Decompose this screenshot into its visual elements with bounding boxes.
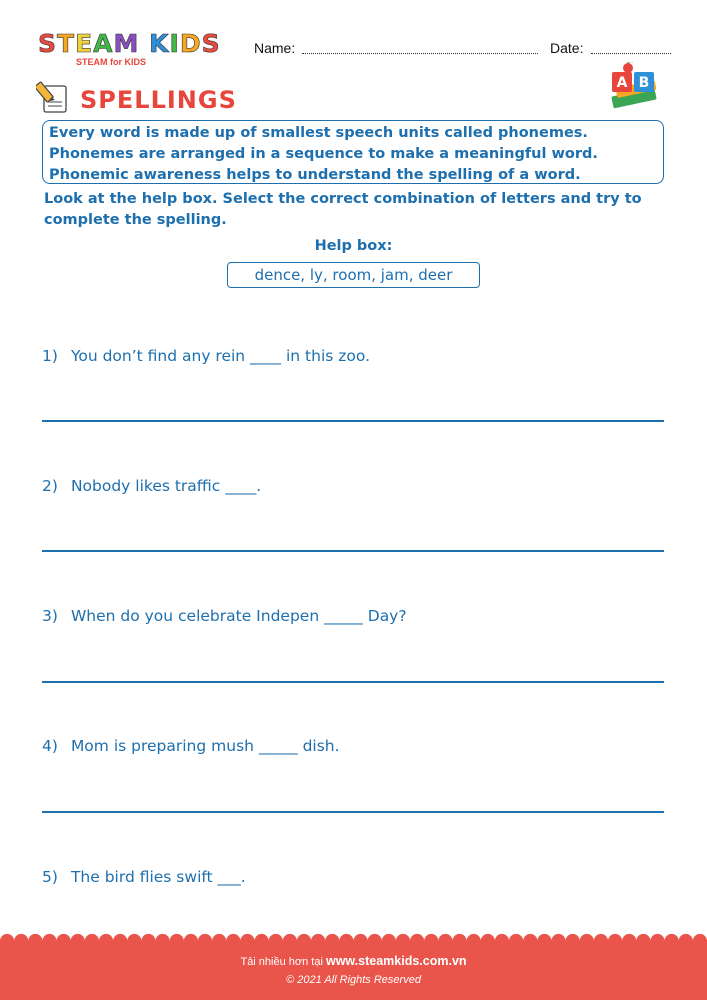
question-text: Nobody likes traffic ____. — [70, 477, 262, 495]
question-text: When do you celebrate Indepen _____ Day? — [70, 607, 407, 625]
logo-letter — [139, 29, 149, 58]
footer-download-text — [0, 954, 707, 968]
footer-website-link[interactable]: www.steamkids.com.vn — [325, 954, 467, 968]
question-number: 1) — [42, 347, 58, 365]
pencil-paper-icon — [36, 80, 72, 114]
ab-books-apple-icon — [606, 62, 664, 112]
question-4 — [42, 737, 340, 755]
footer-copyright: © 2021 All Rights Reserved — [286, 974, 421, 986]
instruction-text: Look at the help box. Select the correct combination of letters and try to complete the spelling. — [44, 191, 642, 228]
answer-line-1[interactable] — [42, 420, 664, 422]
name-label: Name: — [254, 40, 296, 56]
logo-letter: T — [57, 29, 76, 58]
question-number: 4) — [42, 737, 58, 755]
logo-letter: I — [169, 29, 180, 58]
intro-box — [42, 120, 664, 184]
logo-letter: S — [38, 29, 58, 58]
answer-line-4[interactable] — [42, 811, 664, 813]
help-box-title: Help box: — [314, 238, 393, 254]
question-text: The bird flies swift ___. — [70, 868, 246, 886]
question-text: You don’t find any rein ____ in this zoo. — [70, 347, 371, 365]
footer-prefix: Tải nhiều hơn tại — [240, 956, 326, 968]
answer-line-2[interactable] — [42, 550, 664, 552]
date-field[interactable] — [591, 53, 671, 54]
question-number: 5) — [42, 868, 58, 886]
question-3 — [42, 607, 407, 625]
question-5 — [42, 868, 246, 886]
ab-letter-b: B — [638, 75, 650, 91]
footer-scallop-edge — [0, 933, 707, 947]
question-text: Mom is preparing mush _____ dish. — [70, 737, 340, 755]
logo-letter: D — [179, 29, 202, 58]
logo-letter: S — [201, 29, 221, 58]
logo-letter: K — [149, 29, 170, 58]
logo-letter: A — [93, 29, 114, 58]
question-number: 2) — [42, 477, 58, 495]
logo-title — [38, 30, 221, 58]
ab-letter-a: A — [616, 75, 628, 91]
question-2 — [42, 477, 261, 495]
page-title: SPELLINGS — [80, 86, 237, 114]
question-number: 3) — [42, 607, 58, 625]
intro-text: Every word is made up of smallest speech units called phonemes. Phonemes are arranged in a sequence to make a meaningful word. Phonemic awareness helps to understand the spelling of a word. — [49, 125, 598, 183]
name-field[interactable] — [302, 53, 538, 54]
logo-letter: M — [113, 29, 140, 58]
answer-line-3[interactable] — [42, 681, 664, 683]
logo-subtitle: STEAM for KIDS — [76, 57, 147, 67]
question-1 — [42, 347, 370, 365]
steam-kids-logo — [38, 30, 238, 70]
help-box: dence, ly, room, jam, deer — [227, 262, 480, 288]
date-label: Date: — [550, 40, 584, 56]
footer — [0, 940, 707, 1000]
logo-letter: E — [75, 29, 94, 58]
